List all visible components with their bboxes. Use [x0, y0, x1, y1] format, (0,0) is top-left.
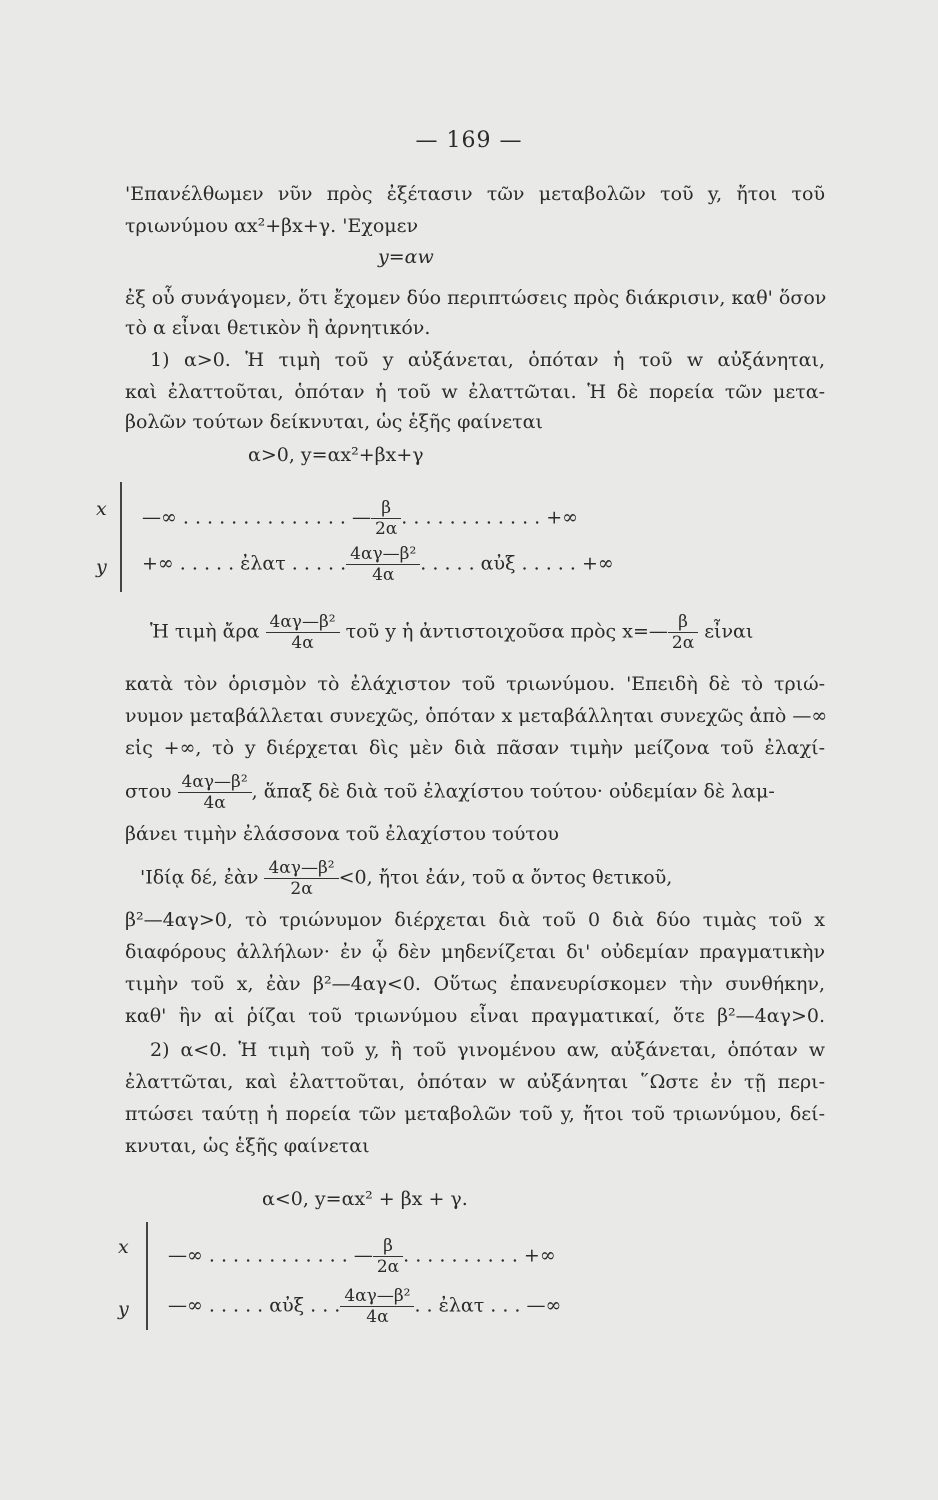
- fraction-denominator: 2α: [671, 633, 695, 653]
- table1-x-fraction: [371, 498, 401, 539]
- para4-line-6: βάνει τιμὴν ἐλάσσονα τοῦ ἐλαχίστου τούτου: [125, 823, 559, 845]
- page-number: — 169 —: [415, 128, 523, 153]
- fraction-numerator: β: [668, 612, 698, 633]
- para3-line-2: καὶ ἐλαττοῦται, ὁπόταν ἡ τοῦ w ἐλαττῶται. Ἡ δὲ πορεία τῶν μετα-: [125, 381, 825, 403]
- para4-fraction-x: [668, 612, 698, 653]
- fraction-denominator: 4α: [372, 565, 395, 585]
- fraction-numerator: 4αγ—β²: [346, 544, 420, 565]
- para4-line-5: [125, 772, 825, 813]
- table1-y-row: [142, 544, 614, 585]
- table1-heading: α>0, y=αx²+βx+γ: [248, 444, 424, 466]
- fraction-denominator: 4α: [366, 1307, 389, 1327]
- table2-x-row: [168, 1236, 556, 1277]
- table1-y-label: y: [96, 556, 107, 578]
- para4-line-3: νυμον μεταβάλλεται συνεχῶς, ὁπόταν x μεταβάλληται συνεχῶς ἀπὸ —∞: [125, 705, 828, 727]
- para5-line-1: [140, 858, 825, 899]
- table2-y-fraction: [340, 1286, 414, 1327]
- table2-x-fraction: [373, 1236, 403, 1277]
- fraction-denominator: 4α: [203, 793, 226, 813]
- fraction-numerator: β: [373, 1236, 403, 1257]
- table1-x-label: x: [96, 498, 107, 520]
- para4-l4-start: στου: [125, 780, 172, 803]
- para4-start: Ἡ τιμὴ ἄρα: [150, 620, 260, 643]
- para4-mid: τοῦ y ἡ ἀντιστοιχοῦσα πρὸς x=—: [345, 620, 668, 643]
- para2-line-1: ἐξ οὗ συνάγομεν, ὅτι ἔχομεν δύο περιπτώσεις πρὸς διάκρισιν, καθ' ὅσον: [125, 287, 827, 309]
- table1-x-row: [142, 498, 578, 539]
- para4-line-2: κατὰ τὸν ὁρισμὸν τὸ ἐλάχιστον τοῦ τριωνύμου. 'Επειδὴ δὲ τὸ τριώ-: [125, 673, 825, 695]
- para4-fraction-minimum: [266, 612, 340, 653]
- para5-start: 'Ιδίᾳ δέ, ἐὰν: [140, 866, 259, 889]
- table2-x-left: —∞ . . . . . . . . . . . . —: [168, 1244, 373, 1267]
- table1-x-right: . . . . . . . . . . . . +∞: [401, 506, 578, 529]
- para5-line-2: β²—4αγ>0, τὸ τριώνυμον διέρχεται διὰ τοῦ 0 διὰ δύο τιμὰς τοῦ x: [125, 909, 825, 931]
- table1-y-right: . . . . . αὐξ . . . . . +∞: [420, 552, 614, 575]
- para6-line-3: πτώσει ταύτῃ ἡ πορεία τῶν μεταβολῶν τοῦ y, ἤτοι τοῦ τριωνύμου, δεί-: [125, 1103, 825, 1125]
- para1-line-2: τριωνύμου αx²+βx+γ. 'Εχομεν: [125, 215, 419, 237]
- para5-line-4: τιμὴν τοῦ x, ἐὰν β²—4αγ<0. Οὕτως ἐπανευρίσκομεν τὴν συνθήκην,: [125, 973, 825, 995]
- para5-end: <0, ἤτοι ἐάν, τοῦ α ὄντος θετικοῦ,: [338, 866, 673, 889]
- para4-line-1: [150, 612, 825, 653]
- para4-l4-end: , ἅπαξ δὲ διὰ τοῦ ἐλαχίστου τούτου· οὐδεμίαν δὲ λαμ-: [251, 780, 775, 803]
- fraction-numerator: 4αγ—β²: [266, 612, 340, 633]
- para6-line-2: ἐλαττῶται, καὶ ἐλαττοῦται, ὁπόταν w αὐξάνηται ῞Ωστε ἐν τῇ περι-: [125, 1071, 825, 1093]
- table2-x-right: . . . . . . . . . . +∞: [403, 1244, 556, 1267]
- table2-y-right: . . ἐλατ . . . —∞: [414, 1294, 562, 1317]
- fraction-denominator: 2α: [376, 1257, 400, 1277]
- fraction-denominator: 2α: [290, 879, 313, 899]
- para4-l4-fraction: [178, 772, 252, 813]
- fraction-denominator: 2α: [374, 519, 398, 539]
- fraction-numerator: 4αγ—β²: [340, 1286, 414, 1307]
- fraction-numerator: 4αγ—β²: [264, 858, 338, 879]
- para5-line-3: διαφόρους ἀλλήλων· ἐν ᾧ δὲν μηδενίζεται δι' οὐδεμίαν πραγματικὴν: [125, 941, 825, 963]
- para6-line-1: 2) α<0. Ἡ τιμὴ τοῦ y, ἢ τοῦ γινομένου αw, αὐξάνεται, ὁπόταν w: [150, 1039, 825, 1061]
- para4-line-4: εἰς +∞, τὸ y διέρχεται δὶς μὲν διὰ πᾶσαν τιμὴν μείζονα τοῦ ἐλαχί-: [125, 737, 825, 759]
- table2-heading: α<0, y=αx² + βx + γ.: [262, 1188, 468, 1210]
- fraction-numerator: β: [371, 498, 401, 519]
- fraction-denominator: 4α: [291, 633, 314, 653]
- table2-x-label: x: [118, 1236, 129, 1258]
- table2-vertical-rule: [146, 1222, 148, 1330]
- para4-end: εἶναι: [704, 620, 754, 643]
- para2-line-2: τὸ α εἶναι θετικὸν ἢ ἀρνητικόν.: [125, 317, 431, 339]
- para5-fraction: [264, 858, 338, 899]
- para3-line-1: 1) α>0. Ἡ τιμὴ τοῦ y αὐξάνεται, ὁπόταν ἡ τοῦ w αὐξάνηται,: [150, 349, 825, 371]
- fraction-numerator: 4αγ—β²: [178, 772, 252, 793]
- equation-y-alpha-w: y=αw: [378, 246, 434, 268]
- table2-y-left: —∞ . . . . . αὐξ . . .: [168, 1294, 341, 1317]
- para5-line-5: καθ' ἣν αἱ ῥίζαι τοῦ τριωνύμου εἶναι πραγματικαί, ὅτε β²—4αγ>0.: [125, 1005, 825, 1027]
- table1-vertical-rule: [120, 482, 122, 592]
- para1-line-1: 'Επανέλθωμεν νῦν πρὸς ἐξέτασιν τῶν μεταβολῶν τοῦ y, ἤτοι τοῦ: [125, 183, 825, 205]
- table1-y-left: +∞ . . . . . ἐλατ . . . . .: [142, 552, 347, 575]
- table2-y-label: y: [118, 1298, 129, 1320]
- table1-y-fraction: [346, 544, 420, 585]
- para6-line-4: κνυται, ὡς ἑξῆς φαίνεται: [125, 1135, 370, 1157]
- para3-line-3: βολῶν τούτων δείκνυται, ὡς ἑξῆς φαίνεται: [125, 411, 543, 433]
- table2-y-row: [168, 1286, 561, 1327]
- table1-x-left: —∞ . . . . . . . . . . . . . . —: [142, 506, 371, 529]
